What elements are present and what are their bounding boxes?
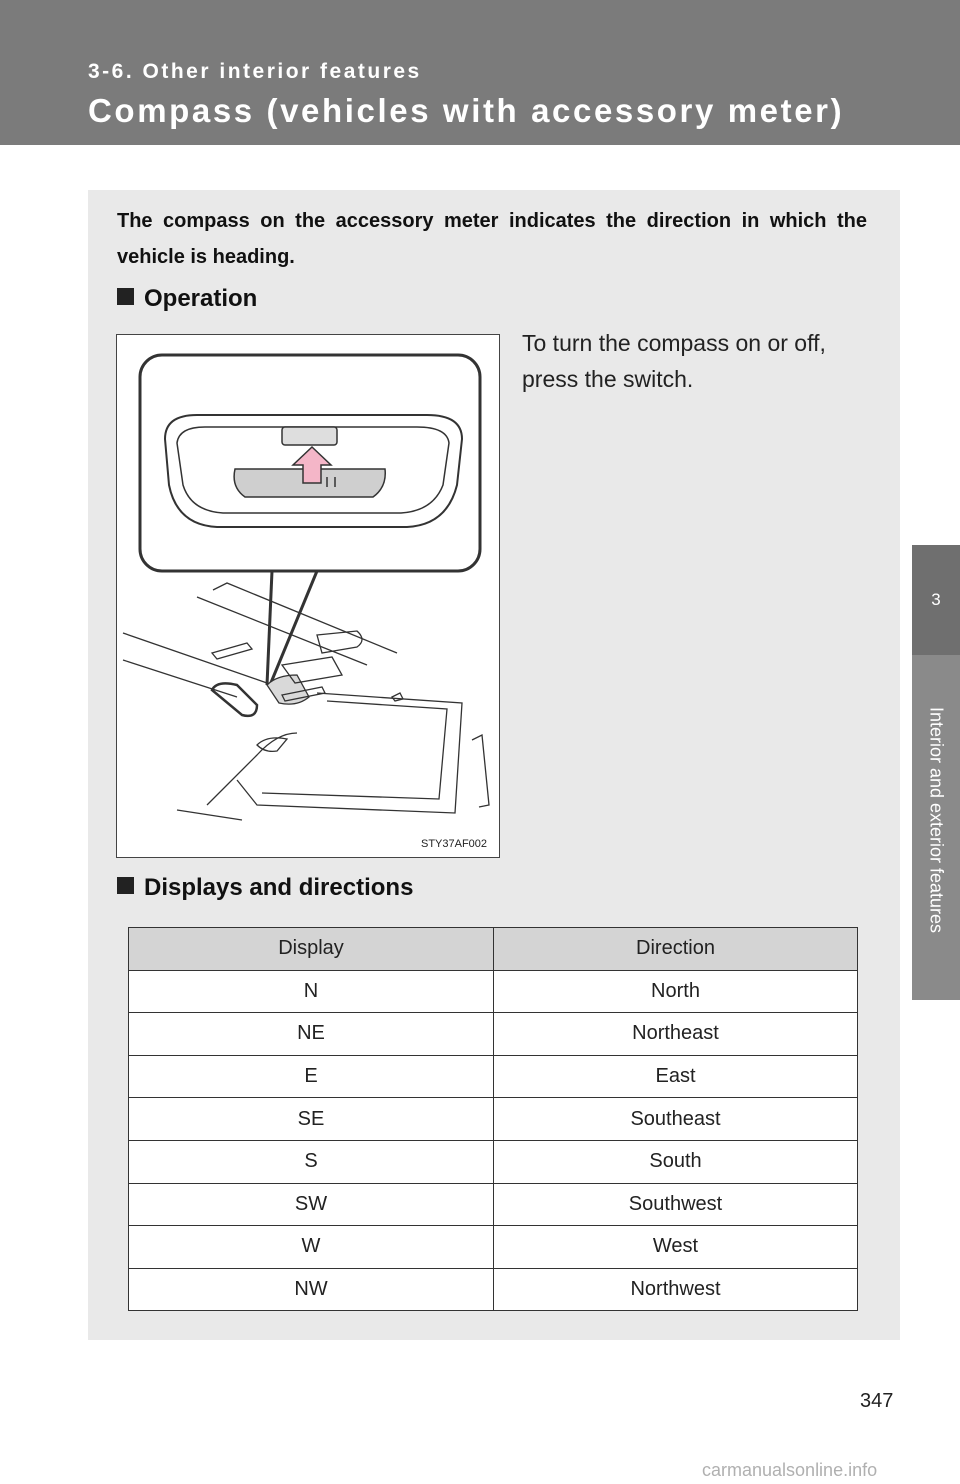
directions-table bbox=[128, 927, 858, 1311]
watermark-link[interactable]: carmanualsonline.info bbox=[702, 1460, 878, 1480]
direction-cell: Northeast bbox=[494, 1013, 858, 1056]
direction-cell: Southeast bbox=[494, 1098, 858, 1141]
direction-cell: West bbox=[494, 1226, 858, 1269]
chapter-label: Interior and exterior features bbox=[926, 706, 947, 934]
table-row bbox=[129, 1140, 858, 1183]
display-cell: NW bbox=[129, 1268, 494, 1311]
display-cell: SE bbox=[129, 1098, 494, 1141]
overhead-console-drawing bbox=[117, 335, 501, 859]
displays-heading bbox=[117, 874, 413, 902]
table-row bbox=[129, 970, 858, 1013]
figure-code: STY37AF002 bbox=[421, 838, 488, 850]
page-title: Compass (vehicles with accessory meter) bbox=[88, 92, 845, 129]
intro-text: The compass on the accessory meter indicates the direction in which the vehicle is heading. bbox=[117, 210, 867, 268]
direction-cell: North bbox=[494, 970, 858, 1013]
table-header-row bbox=[129, 928, 858, 971]
column-header-display: Display bbox=[129, 928, 494, 971]
operation-heading-label: Operation bbox=[144, 285, 258, 312]
column-header-direction: Direction bbox=[494, 928, 858, 971]
table-row bbox=[129, 1013, 858, 1056]
square-bullet-icon bbox=[117, 877, 134, 894]
section-label: 3-6. Other interior features bbox=[88, 60, 422, 83]
operation-heading bbox=[117, 285, 257, 313]
direction-cell: Northwest bbox=[494, 1268, 858, 1311]
page-number: 347 bbox=[860, 1390, 894, 1412]
direction-cell: South bbox=[494, 1140, 858, 1183]
direction-cell: Southwest bbox=[494, 1183, 858, 1226]
chapter-number: 3 bbox=[931, 590, 941, 609]
operation-text: To turn the compass on or off, press the switch. bbox=[522, 330, 826, 392]
display-cell: W bbox=[129, 1226, 494, 1269]
direction-cell: East bbox=[494, 1055, 858, 1098]
display-cell: N bbox=[129, 970, 494, 1013]
displays-heading-label: Displays and directions bbox=[144, 874, 414, 901]
display-cell: SW bbox=[129, 1183, 494, 1226]
table-row bbox=[129, 1268, 858, 1311]
display-cell: E bbox=[129, 1055, 494, 1098]
table-row bbox=[129, 1055, 858, 1098]
compass-switch-illustration bbox=[116, 334, 500, 858]
square-bullet-icon bbox=[117, 288, 134, 305]
table-row bbox=[129, 1226, 858, 1269]
display-cell: S bbox=[129, 1140, 494, 1183]
table-row bbox=[129, 1183, 858, 1226]
display-cell: NE bbox=[129, 1013, 494, 1056]
table-row bbox=[129, 1098, 858, 1141]
